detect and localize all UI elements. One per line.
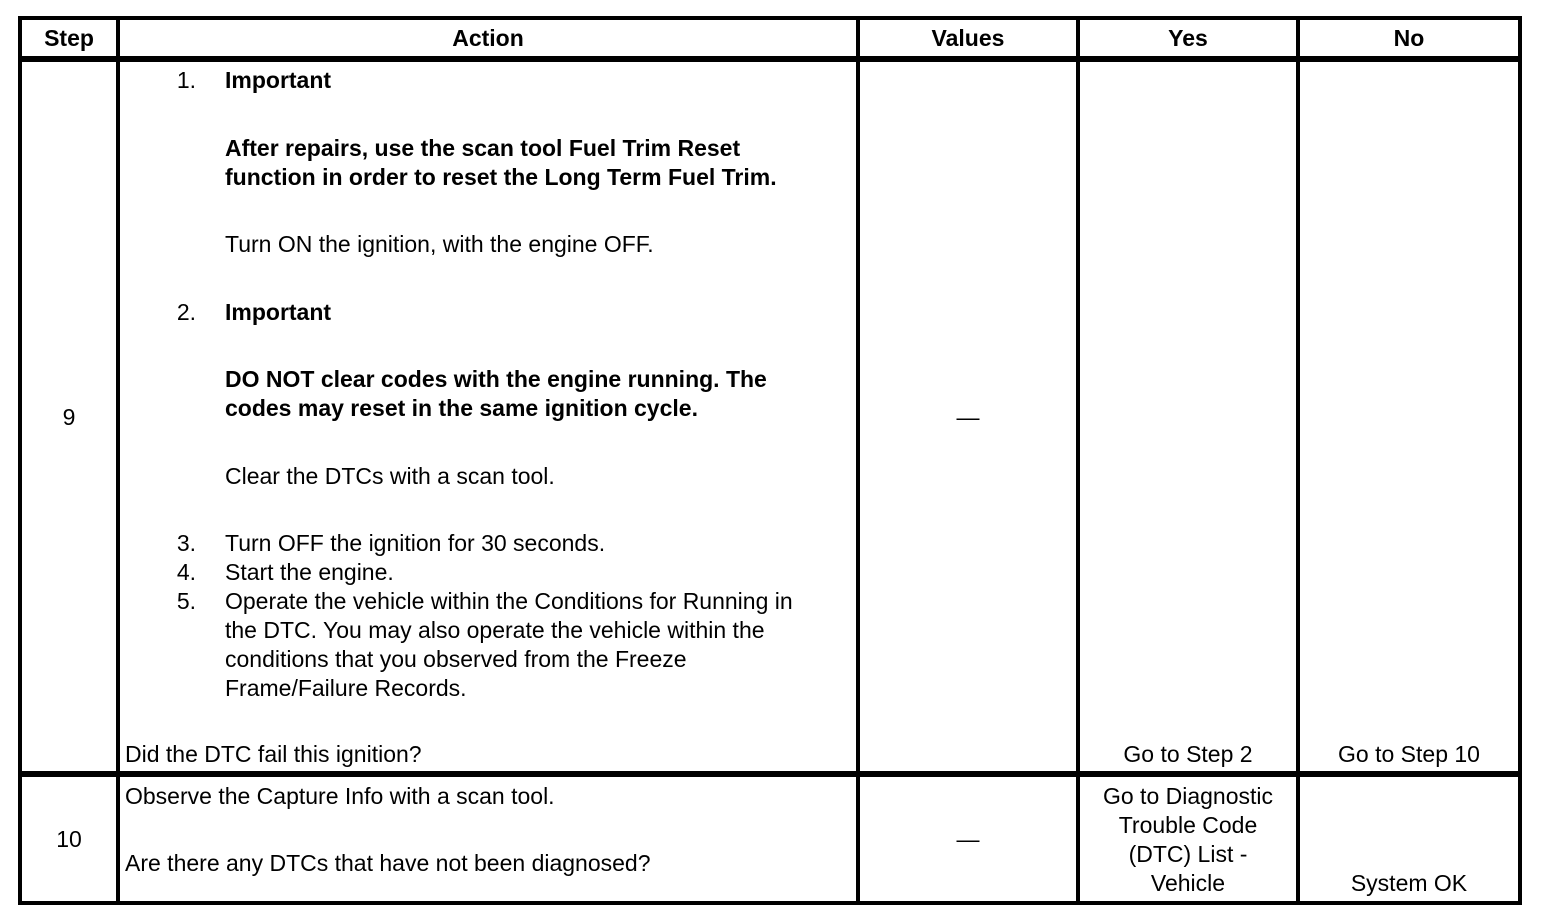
- item-number: 2.: [176, 299, 196, 325]
- important-text: After repairs, use the scan tool Fuel Trim Reset: [225, 135, 741, 161]
- important-label: Important: [225, 67, 332, 93]
- step-number: 9: [62, 404, 76, 430]
- item-text: Start the engine.: [225, 559, 394, 585]
- item-number: 5.: [176, 588, 196, 614]
- important-text: DO NOT clear codes with the engine running. The: [225, 366, 767, 392]
- item-number: 4.: [176, 559, 196, 585]
- step-number: 10: [56, 826, 82, 852]
- instruction-text: Turn ON the ignition, with the engine OFF.: [225, 231, 654, 257]
- item-text: conditions that you observed from the Freeze: [225, 646, 687, 672]
- header-step: Step: [44, 25, 94, 51]
- values-cell: —: [956, 826, 980, 852]
- item-text: Turn OFF the ignition for 30 seconds.: [225, 530, 606, 556]
- yes-cell-line: Vehicle: [1150, 870, 1226, 896]
- header-action: Action: [452, 25, 524, 51]
- item-number: 3.: [176, 530, 196, 556]
- yes-cell-line: (DTC) List -: [1128, 841, 1248, 867]
- yes-cell: Go to Step 2: [1123, 741, 1253, 767]
- header-values: Values: [931, 25, 1005, 51]
- header-yes: Yes: [1168, 25, 1208, 51]
- header-no: No: [1393, 25, 1425, 51]
- yes-cell-line: Go to Diagnostic: [1102, 783, 1274, 809]
- important-label: Important: [225, 299, 332, 325]
- item-text: Operate the vehicle within the Conditions for Running in: [225, 588, 793, 614]
- important-text: function in order to reset the Long Term Fuel Trim.: [225, 164, 777, 190]
- no-cell: Go to Step 10: [1338, 741, 1480, 767]
- action-text: Observe the Capture Info with a scan tool.: [125, 783, 555, 809]
- values-cell: —: [956, 404, 980, 430]
- important-text: codes may reset in the same ignition cycle.: [225, 395, 698, 421]
- yes-cell-line: Trouble Code: [1118, 812, 1258, 838]
- question-text: Are there any DTCs that have not been diagnosed?: [125, 850, 651, 876]
- instruction-text: Clear the DTCs with a scan tool.: [225, 463, 555, 489]
- item-text: the DTC. You may also operate the vehicle within the: [225, 617, 765, 643]
- question-text: Did the DTC fail this ignition?: [125, 741, 422, 767]
- item-number: 1.: [176, 67, 196, 93]
- no-cell: System OK: [1350, 870, 1468, 896]
- item-text: Frame/Failure Records.: [225, 675, 467, 701]
